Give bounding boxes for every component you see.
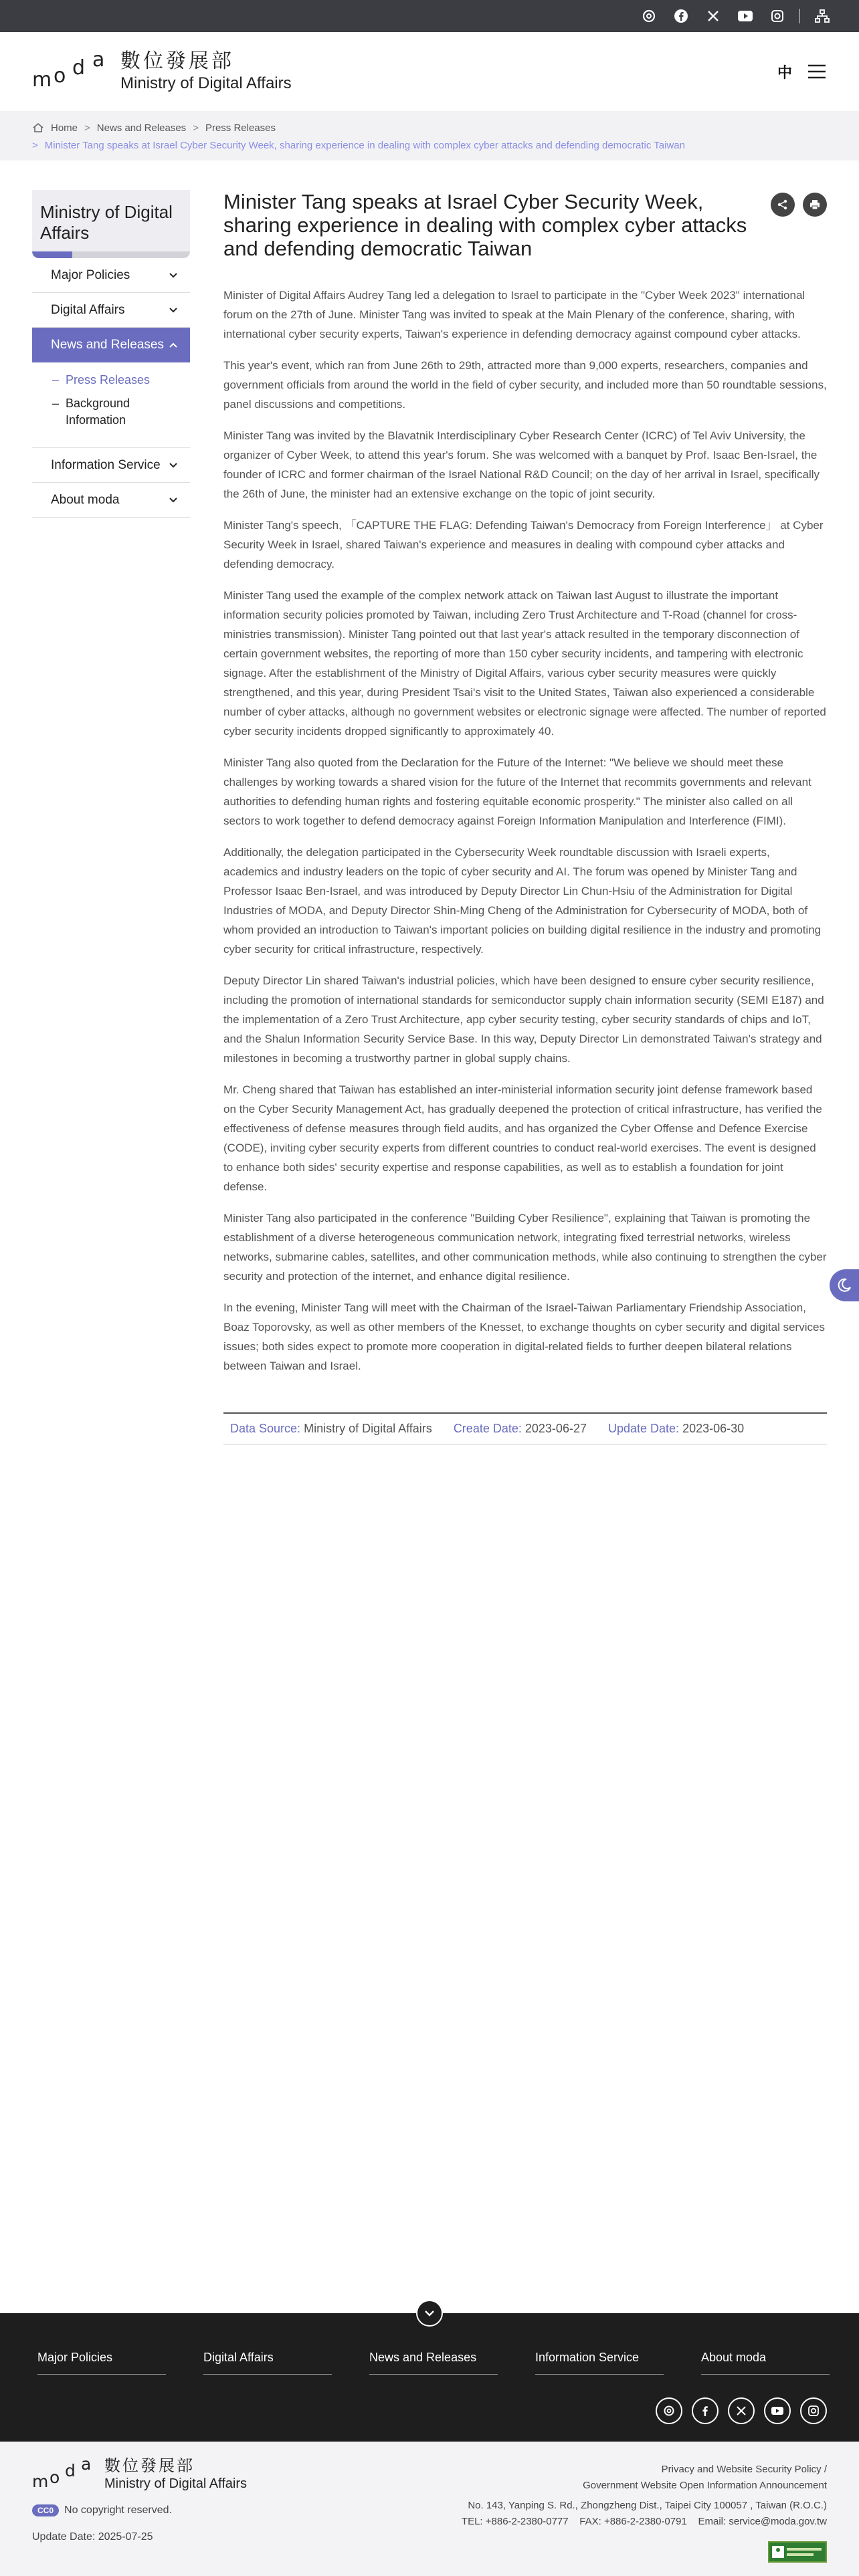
page-title: Minister Tang speaks at Israel Cyber Security Week, sharing experience in dealing with complex cyber attacks and defending democratic Taiwan — [223, 190, 747, 260]
article-paragraph: Mr. Cheng shared that Taiwan has established an inter-ministerial information security joint defense framework based on the Cyber Security Management Act, has gradually deepened the protection of critical infrastructure, has verified the effectiveness of defense measures through field audits, and has organized the Cyber Offense and Defence Exercise (CODE), inviting cyber security experts from different countries to conduct real-world exercises. The event is designed to enhance both sides' security expertise and response capabilities, as well as to establish a foundation for joint defense. — [223, 1083, 822, 1193]
contact-text: TEL: +886-2-2380-0777 FAX: +886-2-2380-0791 Email: service@moda.gov.tw — [461, 2516, 827, 2527]
breadcrumb-press[interactable]: Press Releases — [205, 122, 276, 134]
chevron-down-icon — [169, 307, 178, 314]
divider — [799, 9, 800, 23]
data-source-label: Data Source: — [230, 1422, 301, 1435]
article-paragraph: Minister Tang was invited by the Blavatnik Interdisciplinary Cyber Research Center (ICRC) of Tel Aviv University, the organizer of Cyber Week, to attend this year's forum. She was welcomed with a banquet by Prof. Isaac Ben-Israel, the founder of ICRC and former chairman of the Israel National R&D Council; on the day of her arrival in Israel, specifically the 26th of June, the minister had an extensive exchange on the topic of joint security. — [223, 429, 820, 500]
moda-logo-icon — [32, 2459, 96, 2490]
breadcrumb-home[interactable]: Home — [51, 122, 78, 134]
footer-info: m o d a 數位發展部 Ministry of Digital Affairs CC0 No copyright reserved. Update Date: 2025-07-25 Privacy and Website Security Policy / Government Website Open Information Announcement No. 143, Yanping S. Rd., Zhongzheng Dist., Taipei City 100057 , Taiwan (R.O.C.) TEL: +886-2-2380-0777 FAX: +886-2-2380-0791 Email: service@moda.gov.tw — [0, 2442, 859, 2576]
article-meta — [223, 1412, 827, 1444]
site-logo[interactable] — [32, 49, 292, 94]
logo-english-name: Ministry of Digital Affairs — [120, 74, 292, 92]
moon-icon — [836, 1277, 852, 1293]
article-paragraph: This year's event, which ran from June 26th to 29th, attracted more than 9,000 experts, researchers, companies and government officials from around the world in the field of cyber security, and included more than 50 roundtable sessions, panel discussions and competitions. — [223, 359, 827, 411]
address-text: No. 143, Yanping S. Rd., Zhongzheng Dist., Taipei City 100057 , Taiwan (R.O.C.) — [468, 2500, 827, 2511]
article-paragraph: Minister Tang also quoted from the Declaration for the Future of the Internet: "We believe we should meet these challenges by working towards a shared vision for the future of the Internet that recommits governments and relevant authorities to defending human rights and fostering equitable economic prosperity." The minister also called on all sectors to work together to defend democracy against Foreign Information Manipulation and Interference (FIMI). — [223, 756, 812, 827]
sidebar-item-digital-affairs[interactable]: Digital Affairs — [32, 293, 190, 328]
article-paragraph: In the evening, Minister Tang will meet with the Chairman of the Israel-Taiwan Parliamentary Friendship Association, Boaz Toporovsky, as well as other members of the Knesset, to exchange thoughts on cyber security and digital services issues; both sides expect to promote more cooperation in digital-related fields to further deepen bilateral relations between Taiwan and Israel. — [223, 1301, 825, 1372]
sidebar-item-information-service[interactable]: Information Service — [32, 448, 190, 483]
breadcrumb-current: Minister Tang speaks at Israel Cyber Security Week, sharing experience in dealing with complex cyber attacks and defending democratic Taiwan — [44, 139, 685, 151]
home-icon[interactable] — [32, 122, 44, 133]
accessibility-mark-icon — [771, 2544, 824, 2560]
article-paragraph: Minister Tang used the example of the complex network attack on Taiwan last August to illustrate the important information security policies promoted by Taiwan, including Zero Trust Architecture and T-Road (channel for cross-ministries transmission). Minister Tang pointed out that last year's attack resulted in the temporary disconnection of certain government websites, the reporting of more than 150 cyber security incidents, and tampering with electronic signage. After the establishment of the Ministry of Digital Affairs, various cyber security measures were quickly strengthened, and this year, during President Tsai's visit to the United States, Taiwan also experienced a considerable number of cyber attacks, although no government websites or electronic signage were affected. The number of reported cyber security incidents dropped significantly to approximately 40. — [223, 589, 826, 738]
back-to-top-button[interactable] — [416, 2300, 443, 2327]
create-date-value: 2023-06-27 — [524, 1422, 587, 1435]
create-date-label: Create Date: — [453, 1422, 522, 1435]
footer-nav-information-service[interactable]: Information Service — [535, 2351, 664, 2375]
menu-icon[interactable] — [807, 64, 827, 80]
threads-icon[interactable] — [639, 6, 659, 26]
sidebar-item-about-moda[interactable]: About moda — [32, 483, 190, 518]
site-update-date: Update Date: 2025-07-25 — [32, 2531, 153, 2543]
print-icon — [809, 199, 821, 211]
privacy-policy-link[interactable]: Privacy and Website Security Policy — [661, 2464, 822, 2475]
youtube-icon[interactable] — [764, 2397, 791, 2424]
language-switch[interactable]: 中 — [777, 64, 792, 82]
svg-text:d: d — [65, 2461, 76, 2480]
article-paragraph: Additionally, the delegation participated in the Cybersecurity Week roundtable discussion with Israeli experts, academics and industry leaders on the topic of cyber security and AI. The forum was opened by Minister Tang and Professor Isaac Ben-Israel, and was introduced by Deputy Director Lin Chun-Hsiu of the Administration for Digital Industries of MODA, and Deputy Director Shin-Ming Cheng of the Administration for Cybersecurity of MODA, both of whom provided an introduction to Taiwan's important policies on building digital resilience in the industry and promoting cyber security for critical infrastructure, respectively. — [223, 846, 822, 956]
chevron-down-icon — [423, 2309, 436, 2317]
instagram-icon[interactable] — [800, 2397, 827, 2424]
breadcrumb-news[interactable]: News and Releases — [96, 122, 187, 134]
chevron-down-icon — [169, 497, 178, 504]
copyright-text: No copyright reserved. — [64, 2504, 172, 2516]
article-body — [223, 286, 827, 1376]
cc0-badge[interactable]: CC0 — [32, 2504, 59, 2516]
dark-mode-toggle[interactable] — [830, 1269, 859, 1301]
svg-text:o: o — [50, 2468, 60, 2487]
sidebar-title: Ministry of Digital Affairs — [32, 190, 190, 251]
top-bar — [0, 0, 859, 32]
threads-icon[interactable] — [656, 2397, 682, 2424]
svg-text:m: m — [32, 2472, 49, 2490]
share-icon — [777, 199, 789, 211]
footer-nav-about-moda[interactable]: About moda — [701, 2351, 830, 2375]
footer-nav-major-policies[interactable]: Major Policies — [37, 2351, 166, 2375]
youtube-icon[interactable] — [735, 6, 755, 26]
article-paragraph: Deputy Director Lin shared Taiwan's industrial policies, which have been designed to ensure cyber security resilience, including the promotion of international standards for semiconductor supply chain information security (SEMI E187) and the implementation of a Zero Trust Architecture, app cyber security testing, cyber security standards of chips and IoT, and the Shalun Information Security Service Base. In this way, Deputy Director Lin demonstrated Taiwan's strategy and milestones in becoming a trustworthy partner in global supply chains. — [223, 974, 824, 1065]
svg-text:o: o — [54, 64, 66, 88]
open-info-link[interactable]: Government Website Open Information Announcement — [583, 2480, 827, 2491]
svg-text:a: a — [81, 2459, 92, 2474]
breadcrumb: Home > News and Releases > Press Releases > Minister Tang speaks at Israel Cyber Security Week, sharing experience in dealing with complex cyber attacks and defending democratic Taiwan — [0, 111, 859, 160]
svg-text:m: m — [32, 68, 52, 90]
sidebar-subitem-background-information[interactable]: – Background Information — [52, 397, 130, 427]
sidebar — [32, 190, 190, 1444]
footer-logo[interactable] — [32, 2456, 247, 2492]
facebook-icon[interactable] — [671, 6, 691, 26]
sidebar-subitem-press-releases[interactable]: – Press Releases — [52, 373, 151, 387]
footer-nav-news-and-releases[interactable]: News and Releases — [369, 2351, 498, 2375]
article-paragraph: Minister Tang's speech, 「CAPTURE THE FLAG: Defending Taiwan's Democracy from Foreign Interference」 at Cyber Security Week in Israel, shared Taiwan's experience and measures in dealing with compound cyber attacks and defending democracy. — [223, 519, 824, 570]
chevron-up-icon — [169, 342, 178, 348]
facebook-icon[interactable] — [692, 2397, 719, 2424]
article-paragraph: Minister Tang also participated in the conference "Building Cyber Resilience", explaining that Taiwan is promoting the establishment of a diverse heterogeneous communication network, integrating fixed terrestrial networks, wireless networks, submarine cables, satellites, and other communication methods, while also continuing to strengthen the cyber security and protection of the internet, and enhance digital resilience. — [223, 1212, 827, 1283]
update-date-label: Update Date: — [607, 1422, 680, 1435]
svg-text:d: d — [72, 56, 86, 80]
footer-logo-english: Ministry of Digital Affairs — [104, 2476, 248, 2491]
site-header — [0, 32, 859, 111]
svg-text:a: a — [92, 53, 105, 72]
chevron-down-icon — [169, 272, 178, 279]
chevron-down-icon — [169, 462, 178, 469]
article-paragraph: Minister of Digital Affairs Audrey Tang led a delegation to Israel to participate in the "Cyber Week 2023" international forum on the 27th of June. Minister Tang was invited to speak at the Main Plenary of the conference, sharing, with international cyber security experts, Taiwan's experience in defending democracy against compound cyber attacks. — [223, 289, 805, 340]
sitemap-icon[interactable] — [812, 6, 832, 26]
data-source-value: Ministry of Digital Affairs — [304, 1422, 432, 1435]
footer-nav-digital-affairs[interactable]: Digital Affairs — [203, 2351, 332, 2375]
share-button[interactable] — [771, 193, 795, 217]
instagram-icon[interactable] — [767, 6, 787, 26]
accessibility-badge[interactable] — [768, 2541, 827, 2563]
footer-logo-chinese: 數位發展部 — [104, 2456, 195, 2475]
sidebar-item-news-and-releases[interactable]: News and Releases — [32, 328, 190, 362]
article — [223, 190, 827, 1444]
footer-nav — [0, 2313, 859, 2442]
moda-logo-icon — [32, 53, 111, 90]
print-button[interactable] — [803, 193, 827, 217]
sidebar-item-major-policies[interactable]: Major Policies — [32, 258, 190, 293]
logo-chinese-name: 數位發展部 — [120, 49, 234, 73]
sidebar-decoration — [32, 251, 190, 258]
sidebar-submenu — [32, 362, 190, 448]
x-icon[interactable] — [703, 6, 723, 26]
update-date-value: 2023-06-30 — [682, 1422, 745, 1435]
x-icon[interactable] — [728, 2397, 755, 2424]
